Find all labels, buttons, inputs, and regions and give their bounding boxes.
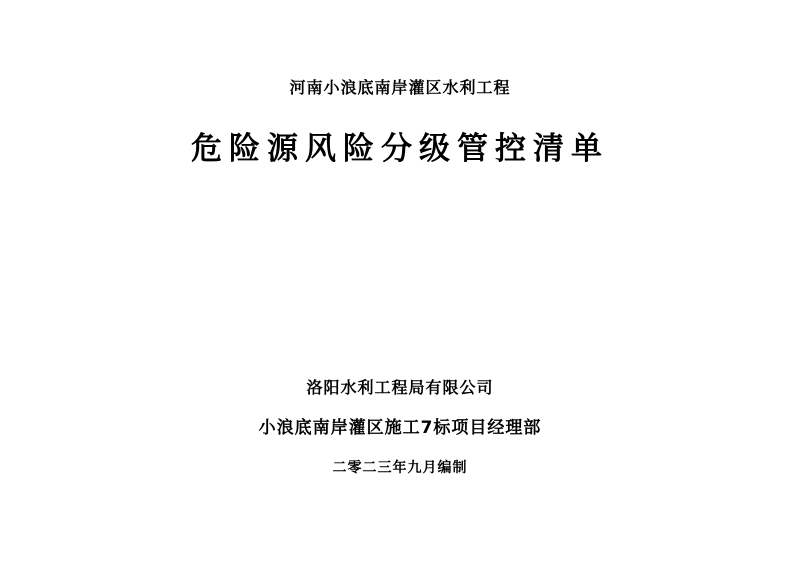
cover-header-block: [0, 0, 800, 169]
cover-footer-block: [0, 378, 800, 476]
company-name: 洛阳水利工程局有限公司: [306, 378, 494, 397]
page-title: 危险源风险分级管控清单: [191, 130, 609, 167]
compilation-date: 二零二三年九月编制: [332, 459, 468, 476]
department-name: 小浪底南岸灌区施工7标项目经理部: [258, 418, 542, 439]
project-name: 河南小浪底南岸灌区水利工程: [289, 78, 511, 97]
